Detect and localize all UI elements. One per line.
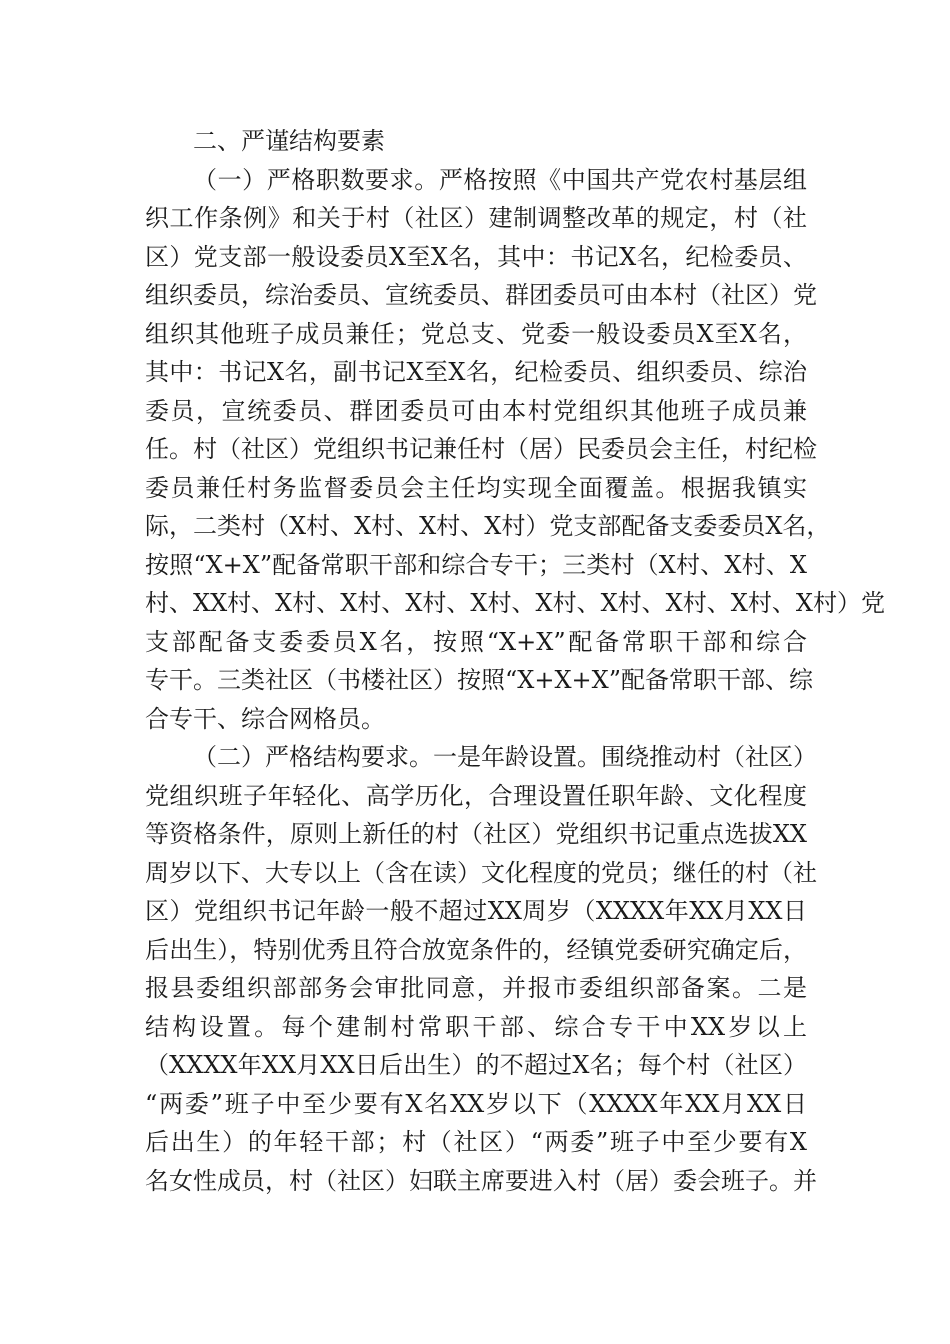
paragraph-line: 织工作条例》和关于村（社区）建制调整改革的规定，村（社 bbox=[145, 204, 807, 232]
paragraph-line: 专干。三类社区（书楼社区）按照“X+X+X”配备常职干部、综 bbox=[145, 666, 814, 694]
paragraph-line: 党组织班子年轻化、高学历化，合理设置任职年龄、文化程度 bbox=[145, 781, 807, 810]
paragraph-line: 组织其他班子成员兼任；党总支、党委一般设委员X至X名， bbox=[145, 319, 807, 348]
paragraph-line: 委员，宣统委员、群团委员可由本村党组织其他班子成员兼 bbox=[145, 396, 807, 425]
document-body bbox=[145, 122, 885, 1200]
paragraph-line: 支部配备支委委员X名，按照“X+X”配备常职干部和综合 bbox=[145, 627, 807, 656]
paragraph-line: 区）党支部一般设委员X至X名，其中：书记X名，纪检委员、 bbox=[145, 242, 807, 271]
paragraph-line: 任。村（社区）党组织书记兼任村（居）民委员会主任，村纪检 bbox=[145, 435, 817, 463]
paragraph-line: 村、XX村、X村、X村、X村、X村、X村、X村、X村、X村、X村）党 bbox=[145, 589, 885, 617]
paragraph-line: （XXXX年XX月XX日后出生）的不超过X名；每个村（社区） bbox=[145, 1051, 807, 1079]
paragraph-line: 名女性成员，村（社区）妇联主席要进入村（居）委会班子。并 bbox=[145, 1166, 817, 1195]
paragraph-line: 区）党组织书记年龄一般不超过XX周岁（XXXX年XX月XX日 bbox=[145, 897, 807, 925]
paragraph-line: 周岁以下、大专以上（含在读）文化程度的党员；继任的村（社 bbox=[145, 858, 817, 887]
paragraph-line: 其中：书记X名，副书记X至X名，纪检委员、组织委员、综治 bbox=[145, 358, 807, 386]
paragraph-line: 组织委员，综治委员、宣统委员、群团委员可由本村（社区）党 bbox=[145, 281, 817, 309]
paragraph-line: 委员兼任村务监督委员会主任均实现全面覆盖。根据我镇实 bbox=[145, 473, 807, 502]
paragraph-line: 等资格条件，原则上新任的村（社区）党组织书记重点选拔XX bbox=[145, 820, 807, 848]
paragraph-line: 结构设置。每个建制村常职干部、综合专干中XX岁以上 bbox=[145, 1012, 807, 1041]
paragraph-line: 后出生）的年轻干部；村（社区）“两委”班子中至少要有X bbox=[145, 1128, 807, 1156]
paragraph-line: 合专干、综合网格员。 bbox=[145, 704, 385, 733]
paragraph-line: 际，二类村（X村、X村、X村、X村）党支部配备支委委员X名， bbox=[145, 512, 831, 540]
paragraph-1 bbox=[145, 161, 885, 739]
paragraph-line: 报县委组织部部务会审批同意，并报市委组织部备案。二是 bbox=[145, 974, 807, 1002]
section-heading: 二、严谨结构要素 bbox=[193, 127, 385, 155]
paragraph-line: “两委”班子中至少要有X名XX岁以下（XXXX年XX月XX日 bbox=[145, 1089, 807, 1118]
paragraph-2 bbox=[145, 738, 817, 1200]
paragraph-line: 按照“X+X”配备常职干部和综合专干；三类村（X村、X村、X bbox=[145, 550, 807, 579]
paragraph-line: （一）严格职数要求。严格按照《中国共产党农村基层组 bbox=[193, 165, 807, 194]
paragraph-line: （二）严格结构要求。一是年龄设置。围绕推动村（社区） bbox=[193, 743, 817, 771]
paragraph-line: 后出生），特别优秀且符合放宽条件的，经镇党委研究确定后， bbox=[145, 935, 807, 964]
